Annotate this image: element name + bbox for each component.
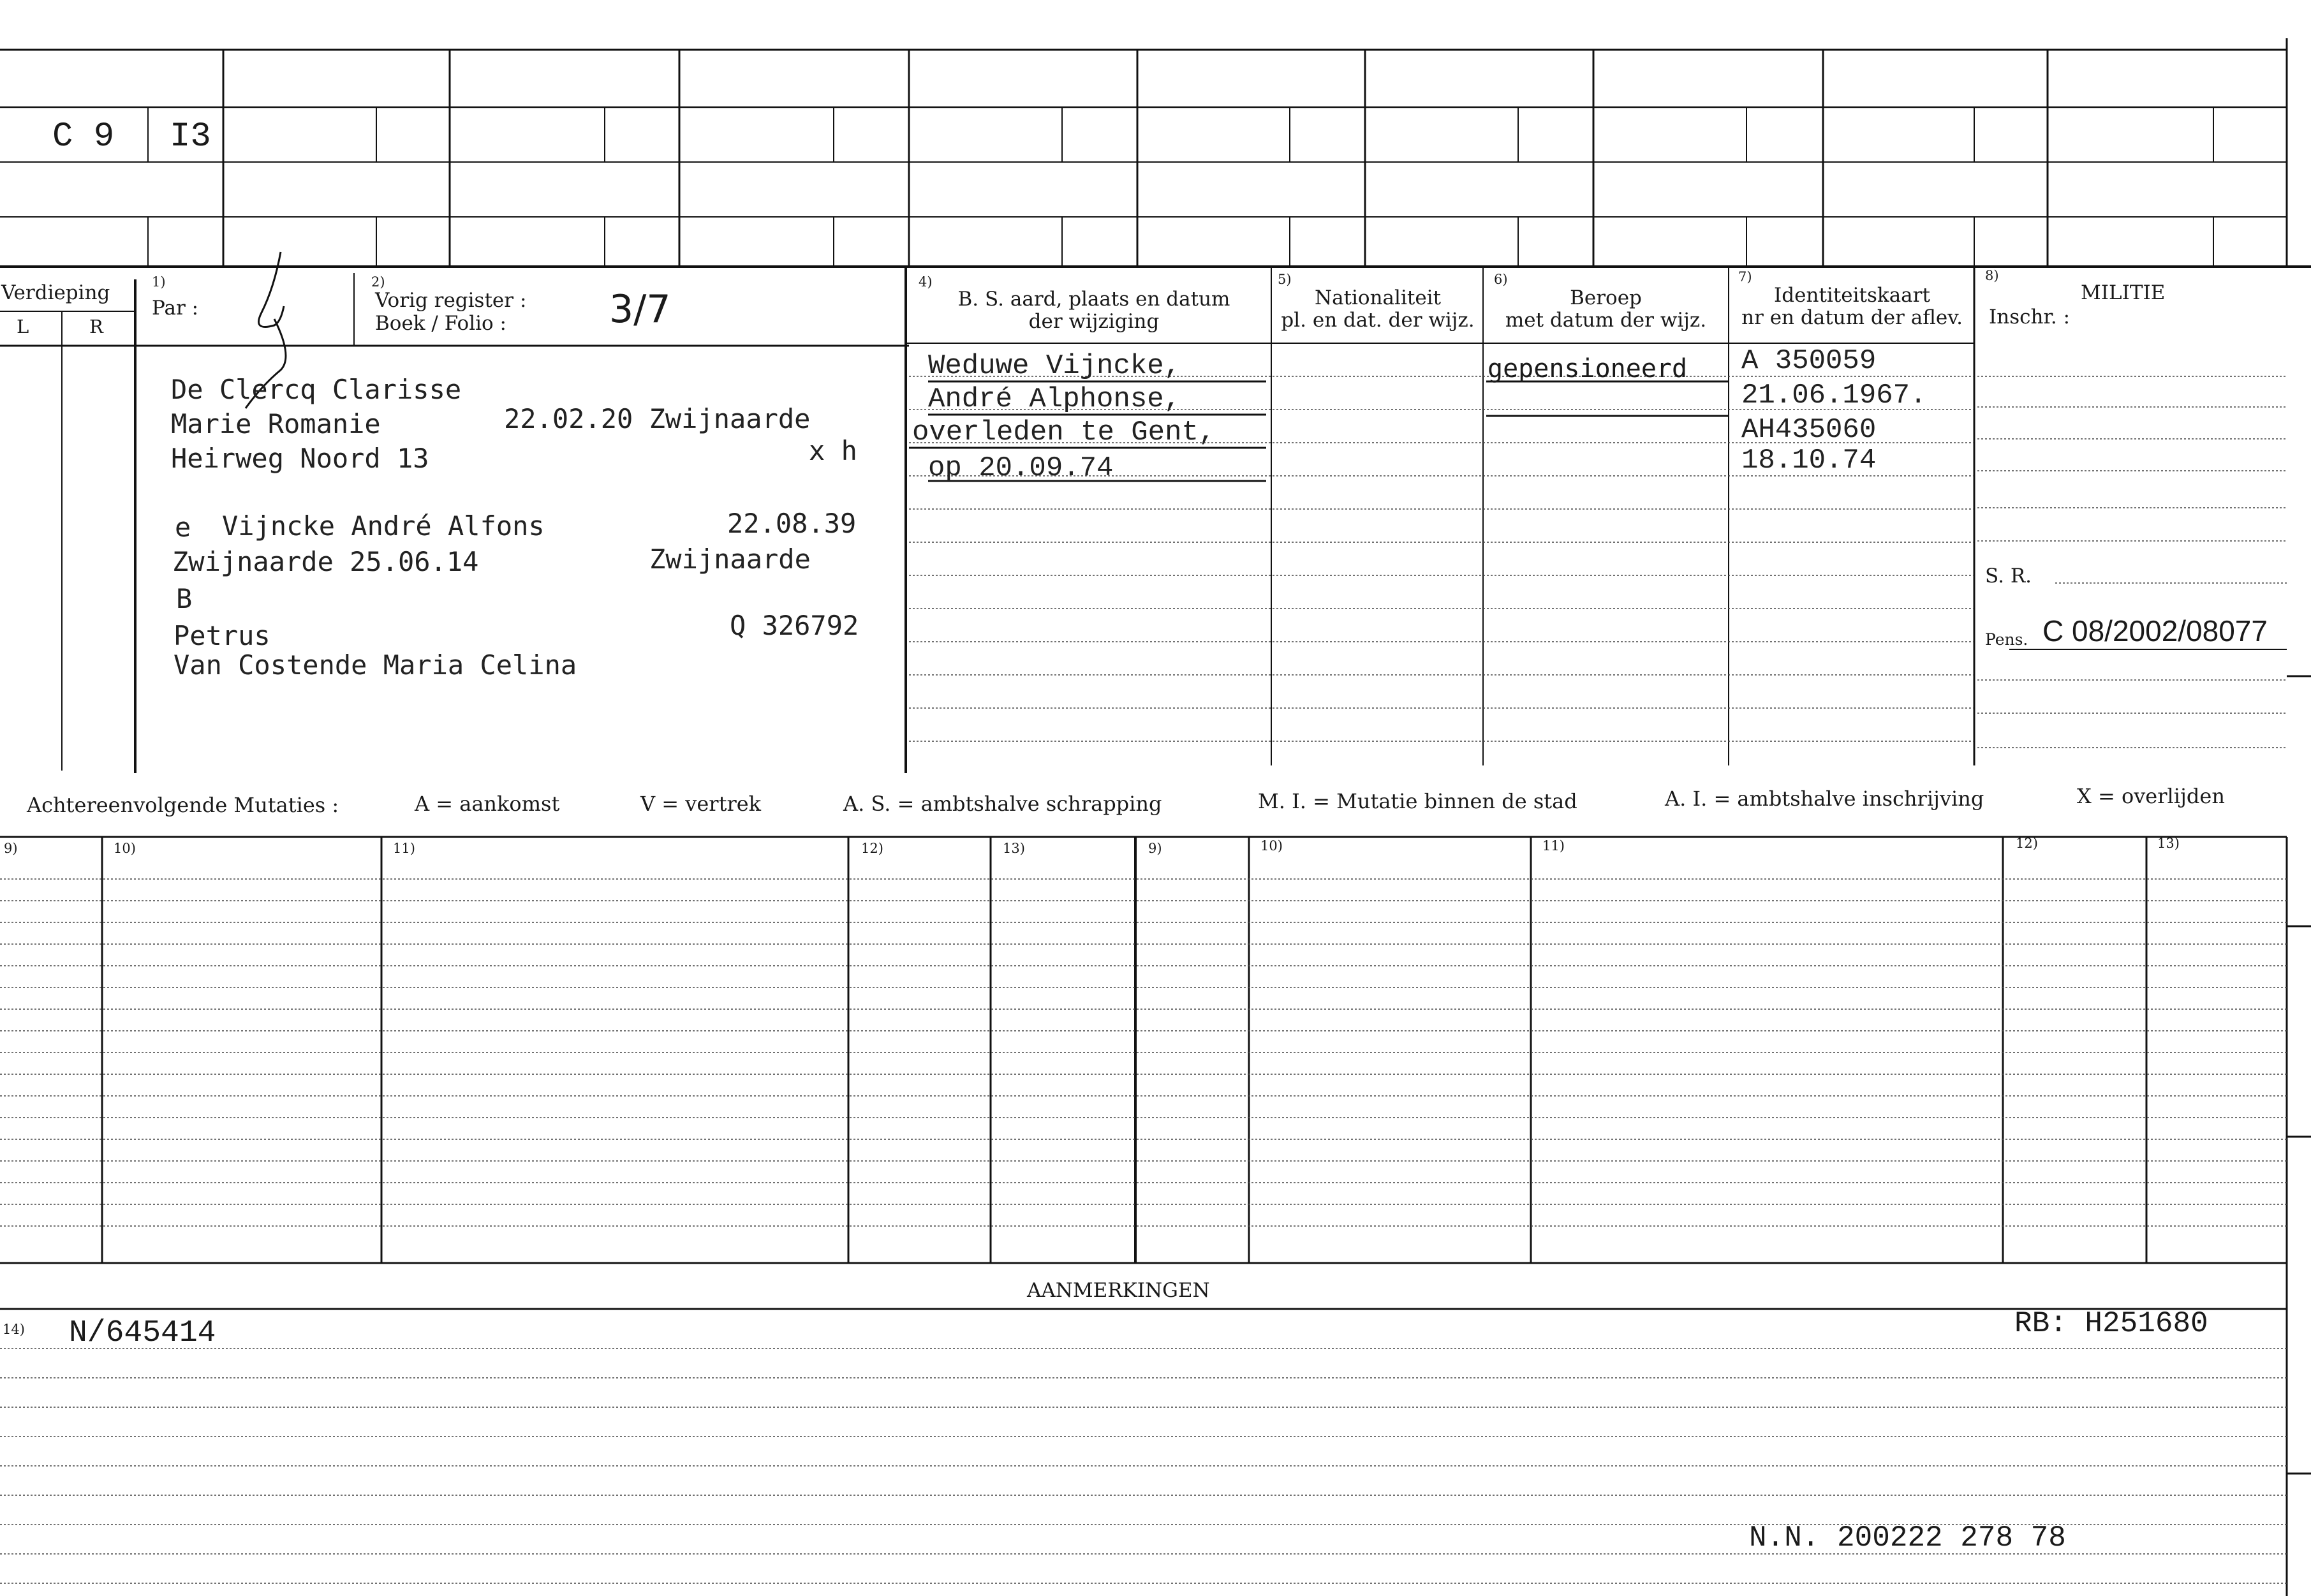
boek-folio-value: 3/7 xyxy=(609,287,671,332)
header-identiteitskaart: Identiteitskaart nr en datum der aflev. xyxy=(1741,284,1963,329)
mut-col-num: 12) xyxy=(861,841,883,856)
id-entry-1: A 350059 xyxy=(1741,345,1877,377)
mut-col-num: 12) xyxy=(2016,836,2038,851)
mutaties-item-vertrek: V = vertrek xyxy=(640,792,762,816)
person-address: Heirweg Noord 13 xyxy=(171,443,429,474)
header-num-8: 8) xyxy=(1985,268,1999,283)
header-nationaliteit: Nationaliteit pl. en dat. der wijz. xyxy=(1281,286,1475,332)
header-par-label: Par : xyxy=(152,297,199,320)
mut-col-num: 11) xyxy=(393,841,415,856)
mut-col-num: 10) xyxy=(114,841,136,856)
person-code: Q 326792 xyxy=(730,610,859,641)
mut-col-num: 9) xyxy=(1148,841,1162,856)
header-vorig-register: Vorig register : xyxy=(375,289,527,312)
person-mark: x h xyxy=(809,435,857,466)
mutaties-item-aankomst: A = aankomst xyxy=(415,792,560,816)
id-entry-2: 21.06.1967. xyxy=(1741,380,1927,411)
header-l: L xyxy=(17,316,29,337)
aanmerkingen-num: 14) xyxy=(3,1322,25,1337)
person-father: Petrus xyxy=(174,620,270,651)
id-entry-3: AH435060 xyxy=(1741,414,1877,446)
person-given-names: Marie Romanie xyxy=(171,408,381,440)
mutaties-label: Achtereenvolgende Mutaties : xyxy=(27,793,339,817)
header-num-1: 1) xyxy=(152,274,166,290)
header-bs: B. S. aard, plaats en datum der wijziging xyxy=(957,288,1230,333)
header-r: R xyxy=(89,316,103,337)
militie-pens-value: C 08/2002/08077 xyxy=(2042,614,2268,647)
person-b: B xyxy=(176,583,193,614)
aanmerkingen-nn: N.N. 200222 278 78 xyxy=(1749,1521,2066,1555)
mutaties-item-overlijden: X = overlijden xyxy=(2077,784,2225,808)
bs-entry-2: André Alphonse, xyxy=(928,383,1181,415)
militie-sr: S. R. xyxy=(1985,565,2032,587)
mutaties-item-mutatie: M. I. = Mutatie binnen de stad xyxy=(1258,789,1577,813)
spouse-birth: 22.08.39 xyxy=(727,508,857,539)
mutaties-item-inschrijving: A. I. = ambtshalve inschrijving xyxy=(1665,787,1984,811)
header-num-6: 6) xyxy=(1494,272,1508,287)
header-num-7: 7) xyxy=(1738,269,1752,284)
aanmerkingen-ref: N/645414 xyxy=(69,1316,216,1350)
strip-cell-series: C 9 xyxy=(52,117,115,156)
bs-entry-4: op 20.09.74 xyxy=(928,452,1114,484)
mut-col-num: 11) xyxy=(1542,838,1565,853)
id-entry-4: 18.10.74 xyxy=(1741,445,1877,477)
spouse-place: Zwijnaarde 25.06.14 xyxy=(172,546,479,577)
dotted-rules-mutaties xyxy=(0,879,2287,1226)
mutaties-item-schrapping: A. S. = ambtshalve schrapping xyxy=(843,792,1162,816)
mut-col-num: 13) xyxy=(1003,841,1025,856)
beroep-value: gepensioneerd xyxy=(1488,354,1688,383)
header-boek-folio: Boek / Folio : xyxy=(375,312,506,335)
header-inschr: Inschr. : xyxy=(1989,306,2071,329)
mut-col-num: 9) xyxy=(4,841,18,856)
strip-cell-number: I3 xyxy=(170,117,211,156)
person-birth: 22.02.20 Zwijnaarde xyxy=(504,403,811,434)
aanmerkingen-rb: RB: H251680 xyxy=(2014,1307,2208,1340)
mut-col-num: 10) xyxy=(1260,838,1283,853)
militie-pens-label: Pens. xyxy=(1985,630,2028,649)
header-verdieping: Verdieping xyxy=(1,281,110,304)
header-num-5: 5) xyxy=(1278,272,1292,287)
bs-entry-1: Weduwe Vijncke, xyxy=(928,350,1181,382)
person-name: De Clercq Clarisse xyxy=(171,374,462,405)
aanmerkingen-title: AANMERKINGEN xyxy=(1027,1279,1210,1302)
header-beroep: Beroep met datum der wijz. xyxy=(1505,286,1707,332)
header-num-2: 2) xyxy=(371,274,385,290)
person-mother: Van Costende Maria Celina xyxy=(174,649,577,681)
header-num-4: 4) xyxy=(919,274,933,290)
mut-col-num: 13) xyxy=(2157,836,2180,851)
bs-entry-3: overleden te Gent, xyxy=(912,417,1216,448)
spouse-prefix: e xyxy=(175,512,191,543)
spouse-name: Vijncke André Alfons xyxy=(222,510,545,542)
header-militie: MILITIE xyxy=(2081,281,2166,304)
spouse-place-2: Zwijnaarde xyxy=(649,543,811,575)
